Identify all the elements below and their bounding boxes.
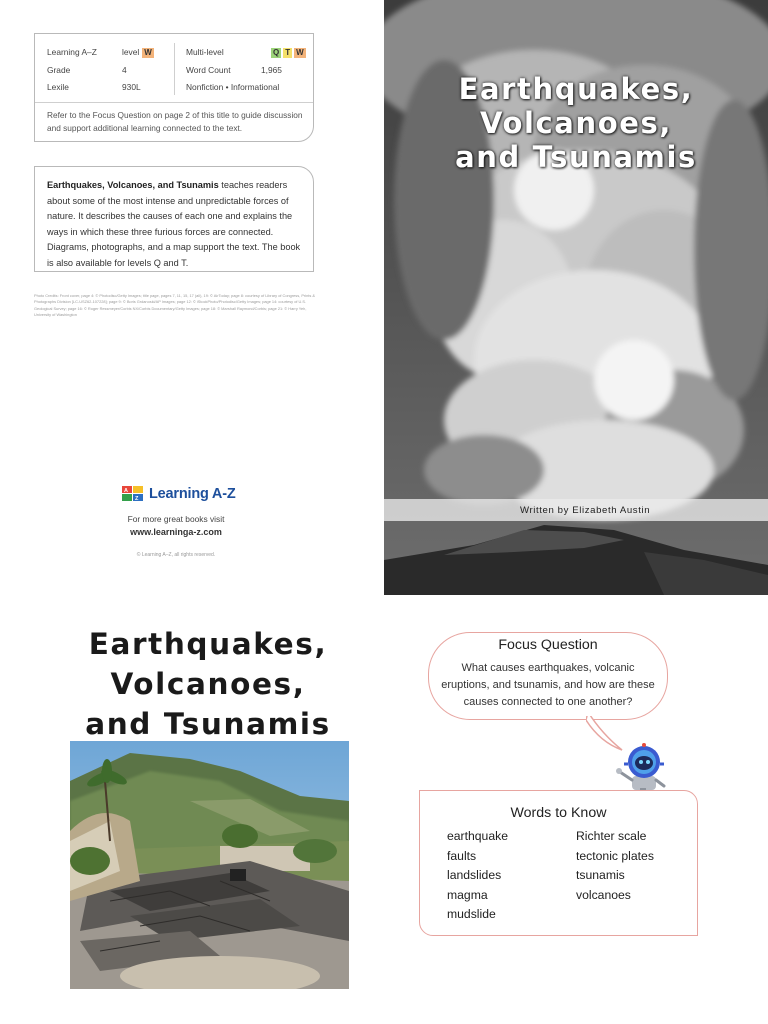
info-values-left: [122, 44, 154, 97]
earthquake-damage-photo: [70, 741, 349, 989]
title-page-heading: [40, 624, 376, 744]
words-to-know-left: [447, 827, 508, 925]
info-label: Word Count: [186, 64, 231, 75]
book-info-table: [34, 33, 314, 142]
info-value: 930L: [122, 82, 141, 92]
svg-text:A: A: [124, 488, 128, 494]
svg-text:Z: Z: [135, 496, 139, 502]
vocab-word: faults: [447, 848, 477, 863]
cover-title-line: and Tsunamis: [455, 140, 697, 174]
publisher-logo: [122, 485, 235, 503]
vocab-word: magma: [447, 887, 488, 902]
cover-title-line: Earthquakes,: [458, 72, 694, 106]
level-badge-q: Q: [273, 48, 280, 57]
title-line: Volcanoes,: [110, 667, 306, 701]
title-line: and Tsunamis: [85, 707, 331, 741]
vocab-word: volcanoes: [576, 887, 631, 902]
info-value: level: [122, 47, 140, 57]
info-values-right: [263, 44, 308, 79]
publisher-name: Learning A-Z: [149, 486, 236, 502]
vocab-word: mudslide: [447, 907, 496, 921]
description-text: [47, 178, 301, 272]
info-labels-left: [47, 44, 97, 97]
description-body: teaches readers about some of the most intense and unpredictable forces of nature. It describes the causes of each one and explains the ways in which these three furious forces are connected. Diagrams, photographs, and a map support the text. The book is also available for levels Q and T.: [47, 180, 301, 268]
focus-question-title: Focus Question: [498, 637, 598, 653]
info-label: Multi-level: [186, 47, 224, 57]
vocab-word: tectonic plates: [576, 848, 654, 863]
focus-note: Refer to the Focus Question on page 2 of this title to guide discussion and support additional learning connected to the text.: [47, 110, 303, 133]
photo-credits: Photo Credits: Front cover, page 4: © Photodisc/Getty Images; title page, pages 7, 11, 15, 17 (all), 19: © AirToday; page 8: courtesy of Library of Congress, Prints & Photographs Division [LC-USZ62-107228]; page 9: © Boris Grdanoski/AP Images; page 12: © iStockPhoto/Photodisc/Getty Images; page 14: courtesy of U.S. Geological Survey; page 16: © Roger Ressmeyer/Corbis NX/Corbis Documentary/Getty Images; page 18: © Marshall Raymond/Corbis; page 21: © Harry Yeh, University of Washington: [34, 293, 315, 318]
description-title: Earthquakes, Volcanoes, and Tsunamis: [47, 180, 219, 190]
focus-question-text: What causes earthquakes, volcanic eruptions, and tsunamis, and how are these causes connected to one another?: [441, 662, 655, 708]
copyright-notice: © Learning A–Z, all rights reserved.: [136, 552, 216, 558]
level-row: [122, 44, 154, 62]
cover-title: [384, 72, 768, 174]
info-label: Grade: [47, 64, 71, 75]
info-label: Learning A–Z: [47, 47, 97, 57]
title-line: Earthquakes,: [88, 627, 328, 661]
robot-mascot-icon: [610, 742, 670, 796]
level-badge-t: T: [285, 48, 291, 57]
multi-level-badges: [263, 44, 308, 62]
vocab-word: tsunamis: [576, 868, 625, 882]
learning-az-logo-icon: [122, 486, 145, 502]
level-badge: W: [144, 48, 152, 57]
book-description: [34, 166, 314, 272]
info-label: Nonfiction • Informational: [186, 82, 280, 92]
author-credit: Written by Elizabeth Austin: [520, 505, 651, 516]
words-to-know-title: Words to Know: [510, 805, 607, 821]
info-label: Lexile: [47, 82, 69, 92]
words-to-know-right: [576, 827, 654, 905]
vocab-word: landslides: [447, 868, 502, 882]
cover-title-line: Volcanoes,: [480, 106, 672, 140]
level-badge-w: W: [296, 48, 304, 57]
publisher-tagline: For more great books visit: [127, 514, 225, 524]
info-divider: [174, 43, 175, 95]
info-value: 1,965: [261, 64, 282, 75]
info-divider-horizontal: [35, 102, 313, 103]
vocab-word: earthquake: [447, 829, 508, 843]
info-value: 4: [122, 64, 127, 75]
vocab-word: Richter scale: [576, 829, 647, 843]
publisher-url[interactable]: www.learninga-z.com: [130, 527, 222, 537]
